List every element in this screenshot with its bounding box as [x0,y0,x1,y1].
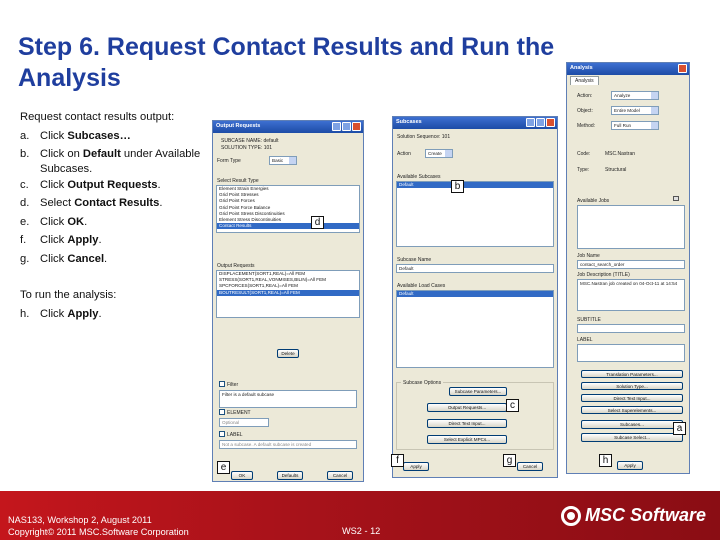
step-letter: b. [20,148,30,160]
filter-label: Filter [227,382,239,388]
instruction-step [20,231,220,250]
footer-line1: NAS133, Workshop 2, August 2011 [8,515,152,525]
close-button[interactable] [352,122,361,131]
step-text: Click on [40,148,83,160]
available-jobs-label: Available Jobs [577,198,610,204]
subcase-parameters-button[interactable]: Subcase Parameters... [449,387,507,396]
ok-button[interactable]: OK [231,471,253,480]
direct-text-input-button[interactable]: Direct Text Input... [427,419,507,428]
list-item[interactable]: Contact Results [217,223,359,229]
instruction-step [20,213,220,232]
step-keyword: OK [67,215,85,228]
list-item[interactable]: Default [397,182,553,188]
available-load-cases-label: Available Load Cases [397,283,446,289]
output-requests-titlebar [213,121,363,133]
step-letter: f. [20,234,27,246]
cancel-button[interactable]: Cancel [517,462,543,471]
step-letter: c. [20,178,29,191]
tab-analysis[interactable]: Analysis [570,76,599,85]
method-label: Method: [577,123,596,129]
available-load-cases-list[interactable] [396,290,554,368]
list-item[interactable]: SPCFORCES(SORT1,REAL)=All FEM [219,283,298,289]
callout-f: f [391,454,404,467]
instruction-step [20,176,220,195]
msc-logo-icon [561,506,581,526]
subcase-name-label: Subcase Name [397,257,432,263]
step-text-end: . [98,234,102,246]
element-label: ELEMENT [227,410,251,416]
subcases-title: Subcases [396,119,422,125]
step-letter: h. [20,307,30,320]
list-item[interactable]: Element Stress Discontinuities [219,217,282,223]
step-letter: e. [20,215,30,228]
label-field[interactable]: Not a subcase. A default subcase is created [219,440,357,449]
step-text-end: under Available [120,148,201,160]
optional-field[interactable]: Optional [219,418,269,427]
list-item[interactable]: Grid Point Forces [219,198,255,204]
step-keyword: Output Requests [67,178,158,191]
apply-button[interactable]: Apply [617,461,643,470]
cancel-button[interactable]: Cancel [327,471,353,480]
step-text-end: . [98,307,102,320]
object-label: Object: [577,108,593,114]
step-text-end: . [84,215,88,228]
form-type-label: Form Type [217,158,241,164]
step-keyword: Default [82,148,121,160]
minimize-button[interactable] [526,118,535,127]
output-requests-title: Output Requests [216,123,261,129]
step-text: Click [40,178,68,191]
step-text: Click [40,129,68,142]
delete-button[interactable]: Delete [277,349,299,358]
select-superelements-button[interactable]: Select Superelements... [581,406,683,414]
form-type-combo[interactable]: Basic [269,156,297,165]
list-item[interactable]: DISPLACEMENT(SORT1,REAL)=All FEM [219,271,306,276]
instruction-step [20,250,220,269]
close-button[interactable] [678,64,687,73]
subcase-options-label: Subcase Options [403,380,442,386]
callout-c: c [506,399,519,412]
result-type-list[interactable] [216,185,360,233]
list-item[interactable]: STRESS(SORT1,REAL,VONMISES,BILIN)=All FEM [219,277,326,283]
available-jobs-list[interactable] [577,205,685,249]
label-field[interactable] [577,344,685,362]
slide-title: Step 6. Request Contact Results and Run the Analysis [18,33,555,92]
type-value: Structural [605,167,627,173]
minimize-button[interactable] [332,122,341,131]
close-button[interactable] [546,118,555,127]
select-explicit-mpcs-button[interactable]: Select Explicit MPCs... [427,435,507,444]
subcases-window [392,116,558,478]
callout-a: a [673,422,686,435]
job-description-field[interactable]: MSC.Nastran job created on 04-Oct-11 at 14:54 [577,279,685,311]
type-label: Type: [577,167,590,173]
analysis-titlebar [567,63,689,75]
logo-text: MSC Software [584,505,706,525]
list-item[interactable]: Grid Point Stresses [219,192,259,198]
instruction-step [20,145,220,176]
run-steps [20,305,220,324]
subcases-button[interactable]: Subcases... [581,420,683,429]
callout-d: d [311,216,324,229]
step-keyword: Apply [67,234,99,246]
step-text: Click [40,307,68,320]
subtitle-field[interactable] [577,324,685,333]
step-text-end: . [157,178,161,191]
step-letter: g. [20,252,30,265]
page-number: WS2 - 12 [342,526,381,536]
step-text-end: . [159,197,163,209]
callout-e: e [217,461,230,474]
subcase-name-field[interactable]: Default [396,264,554,273]
maximize-button[interactable] [342,122,351,131]
footer-bar [0,491,720,540]
instruction-step [20,305,220,324]
solution-sequence: Solution Sequence: 101 [397,134,451,140]
label-checkbox[interactable] [219,431,225,437]
job-name-field[interactable]: contact_search_order [577,260,685,269]
instructions-intro: Request contact results output: [20,111,175,123]
list-item[interactable]: BOUTRESULT(SORT1,REAL)=All FEM [217,290,359,296]
instruction-steps [20,127,220,269]
step-letter: a. [20,129,30,142]
action-label: Action [397,151,411,157]
available-subcases-list[interactable] [396,181,554,247]
callout-h: h [599,454,612,467]
method-combo[interactable]: Full Run [611,121,659,130]
list-item[interactable]: Default [397,291,553,297]
output-requests-list[interactable] [216,270,360,318]
apply-button[interactable]: Apply [403,462,429,471]
defaults-button[interactable]: Defaults [277,471,303,480]
subcases-titlebar [393,117,557,129]
callout-g: g [503,454,516,467]
step-text: Click [40,215,68,228]
code-label: Code: [577,151,591,157]
step-text: Click [40,234,68,246]
step-keyword: Cancel [67,252,105,265]
step-keyword: Apply [67,307,99,320]
select-result-type-label: Select Result Type [217,178,259,184]
available-subcases-label: Available Subcases [397,174,441,180]
step-text: Select [40,197,75,209]
subcase-select-button[interactable]: Subcase Select... [581,433,683,442]
list-item[interactable]: Element Strain Energies [219,186,269,191]
job-name-label: Job Name [577,253,600,259]
filter-checkbox[interactable] [219,381,225,387]
instruction-step [20,194,220,213]
output-requests-button[interactable]: Output Requests... [427,403,507,412]
solution-type-button[interactable]: Solution Type... [581,382,683,390]
instruction-step [20,127,220,146]
step-letter: d. [20,197,30,209]
footer-left [8,514,189,538]
maximize-button[interactable] [536,118,545,127]
output-requests-label: Output Requests [217,263,255,269]
translation-parameters-button[interactable]: Translation Parameters... [581,370,683,378]
run-intro: To run the analysis: [20,289,117,301]
step-continuation: Subcases. [40,162,93,175]
code-value: MSC.Nastran [605,151,636,157]
list-item[interactable]: Grid Point Force Balance [219,204,271,210]
analysis-panel [566,62,690,474]
direct-text-input-button[interactable]: Direct Text Input... [581,394,683,402]
subtitle-label: SUBTITLE [577,317,601,323]
object-combo[interactable]: Entire Model [611,106,659,115]
list-item[interactable]: Grid Point Stress Discontinuities [219,210,285,216]
action-label: Action: [577,93,593,99]
label-label: LABEL [227,432,243,438]
analysis-title: Analysis [570,65,593,71]
output-requests-window [212,120,364,482]
element-checkbox[interactable] [219,409,225,415]
filter-icon[interactable] [673,196,679,201]
step-keyword: Contact Results [74,197,160,209]
action-combo[interactable]: Analyze [611,91,659,100]
step-text-end: . [104,252,108,265]
label-label: LABEL [577,337,593,343]
filter-text[interactable]: Filter is a default subcase [219,390,357,408]
footer-line2: Copyright© 2011 MSC.Software Corporation [8,527,189,537]
step-keyword: Subcases… [67,129,131,142]
job-description-label: Job Description (TITLE) [577,272,630,278]
msc-logo [561,505,706,526]
solution-type-line: SOLUTION TYPE: 101 [221,145,273,151]
subcase-name-line: SUBCASE NAME: default [221,138,279,144]
step-text: Click [40,252,68,265]
instructions [20,108,220,323]
callout-b: b [451,180,464,193]
action-combo[interactable]: Create [425,149,453,158]
